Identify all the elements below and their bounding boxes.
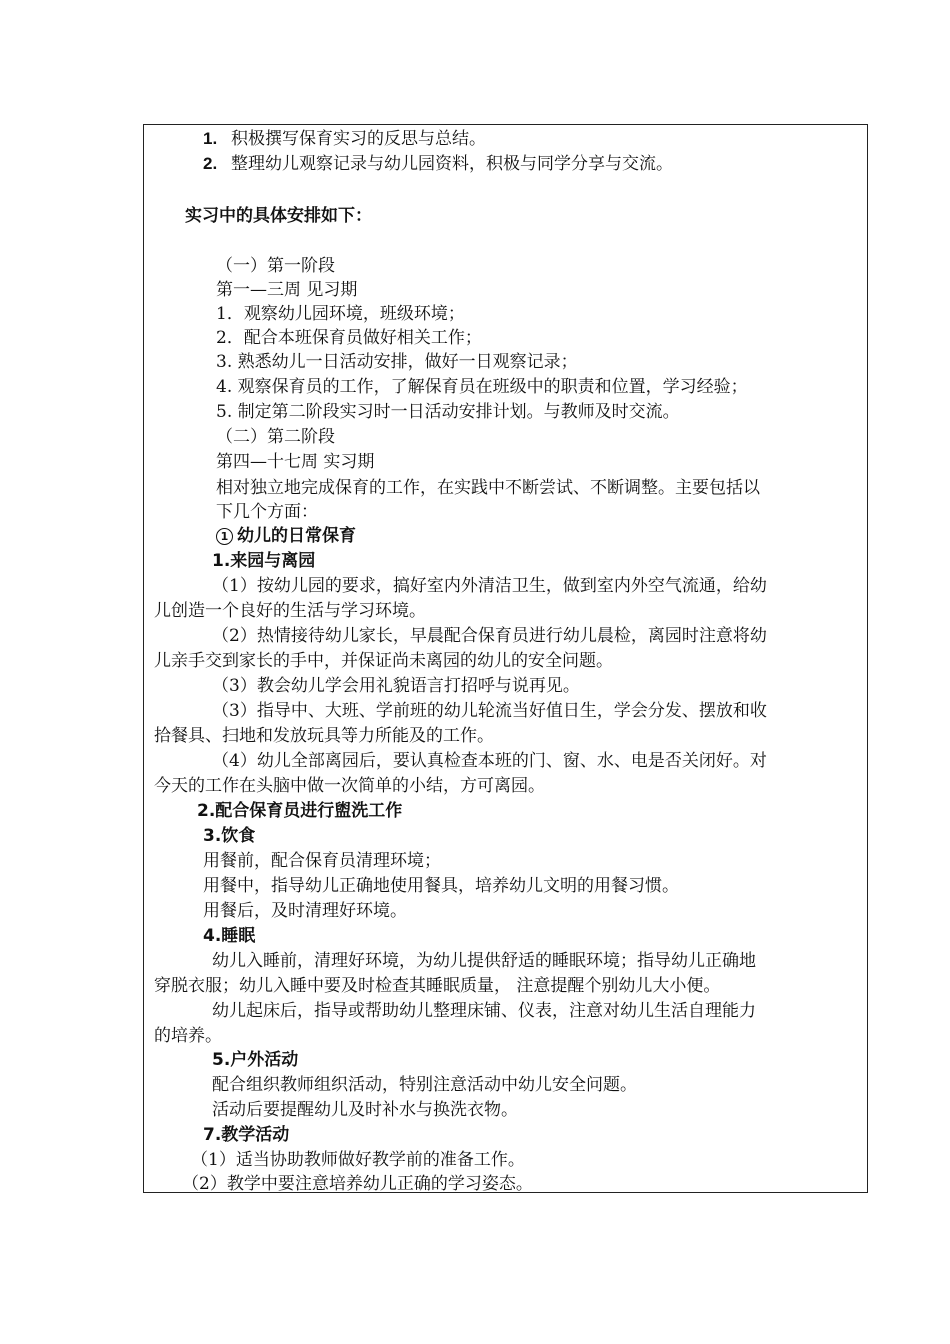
topic-heading: 4.睡眠 bbox=[203, 926, 256, 946]
text-line: 活动后要提醒幼儿及时补水与换洗衣物。 bbox=[212, 1100, 518, 1120]
text-line: 5. 制定第二阶段实习时一日活动安排计划。与教师及时交流。 bbox=[216, 402, 680, 422]
text-line: （2）教学中要注意培养幼儿正确的学习姿态。 bbox=[182, 1174, 533, 1194]
text-line: 穿脱衣服；幼儿入睡中要及时检查其睡眠质量， 注意提醒个别幼儿大小便。 bbox=[154, 976, 721, 996]
text-line: 用餐中，指导幼儿正确地使用餐具，培养幼儿文明的用餐习惯。 bbox=[203, 876, 679, 896]
text-line: （3）指导中、大班、学前班的幼儿轮流当好值日生，学会分发、摆放和收 bbox=[212, 701, 767, 721]
heading-text: 幼儿的日常保育 bbox=[237, 526, 356, 546]
topic-heading: 2.配合保育员进行盥洗工作 bbox=[197, 801, 403, 821]
item-number: 2. bbox=[203, 154, 218, 173]
numbered-item bbox=[203, 151, 673, 176]
text-line: 拾餐具、扫地和发放玩具等力所能及的工作。 bbox=[154, 726, 494, 746]
topic-heading: 3.饮食 bbox=[203, 826, 256, 846]
stage-period: 第一—三周 见习期 bbox=[216, 280, 358, 300]
text-line: 儿创造一个良好的生活与学习环境。 bbox=[154, 601, 426, 621]
text-line: 下几个方面： bbox=[216, 502, 318, 522]
text-line: （1）适当协助教师做好教学前的准备工作。 bbox=[191, 1150, 525, 1170]
text-line: 配合组织教师组织活动，特别注意活动中幼儿安全问题。 bbox=[212, 1075, 637, 1095]
circled-number-icon: 1 bbox=[216, 528, 233, 545]
text-line: 幼儿入睡前，清理好环境，为幼儿提供舒适的睡眠环境；指导幼儿正确地 bbox=[212, 951, 756, 971]
text-line: （3）教会幼儿学会用礼貌语言打招呼与说再见。 bbox=[212, 676, 580, 696]
subsection-heading bbox=[216, 524, 356, 549]
text-line: 3. 熟悉幼儿一日活动安排，做好一日观察记录； bbox=[216, 352, 578, 372]
text-line: 相对独立地完成保育的工作，在实践中不断尝试、不断调整。主要包括以 bbox=[216, 478, 760, 498]
text-line: （1）按幼儿园的要求，搞好室内外清洁卫生，做到室内外空气流通，给幼 bbox=[212, 576, 767, 596]
text-line: 用餐前，配合保育员清理环境； bbox=[203, 851, 441, 871]
numbered-item bbox=[203, 126, 486, 151]
text-line: 幼儿起床后，指导或帮助幼儿整理床铺、仪表，注意对幼儿生活自理能力 bbox=[212, 1001, 756, 1021]
text-line: （2）热情接待幼儿家长，早晨配合保育员进行幼儿晨检，离园时注意将幼 bbox=[212, 626, 767, 646]
text-line: 1．观察幼儿园环境，班级环境； bbox=[216, 304, 465, 324]
text-line: 4. 观察保育员的工作，了解保育员在班级中的职责和位置，学习经验； bbox=[216, 377, 748, 397]
item-text: 积极撰写保育实习的反思与总结。 bbox=[231, 129, 486, 149]
topic-heading: 7.教学活动 bbox=[203, 1125, 290, 1145]
stage-heading: （一）第一阶段 bbox=[216, 256, 335, 276]
topic-heading: 1.来园与离园 bbox=[212, 551, 316, 571]
stage-period: 第四—十七周 实习期 bbox=[216, 452, 375, 472]
text-line: 今天的工作在头脑中做一次简单的小结，方可离园。 bbox=[154, 776, 545, 796]
item-text: 整理幼儿观察记录与幼儿园资料，积极与同学分享与交流。 bbox=[231, 154, 673, 174]
topic-heading: 5.户外活动 bbox=[212, 1050, 299, 1070]
text-line: 儿亲手交到家长的手中，并保证尚未离园的幼儿的安全问题。 bbox=[154, 651, 613, 671]
item-number: 1. bbox=[203, 129, 218, 148]
stage-heading: （二）第二阶段 bbox=[216, 427, 335, 447]
text-line: （4）幼儿全部离园后，要认真检查本班的门、窗、水、电是否关闭好。对 bbox=[212, 751, 767, 771]
text-line: 2．配合本班保育员做好相关工作； bbox=[216, 328, 482, 348]
text-line: 用餐后，及时清理好环境。 bbox=[203, 901, 407, 921]
section-heading: 实习中的具体安排如下： bbox=[185, 206, 372, 226]
text-line: 的培养。 bbox=[154, 1026, 222, 1046]
